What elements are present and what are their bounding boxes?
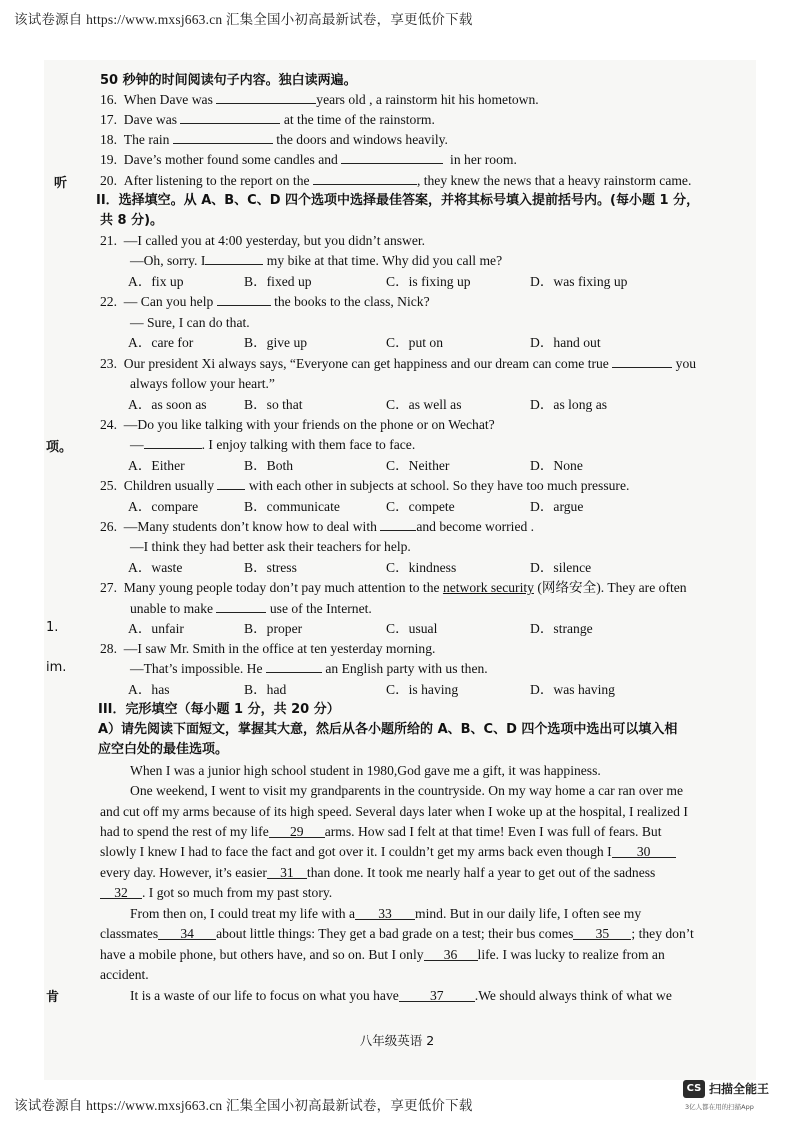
answer-blank[interactable] — [205, 252, 263, 265]
option-a[interactable]: A．compare — [128, 499, 199, 514]
cloze-blank-34[interactable]: 34 — [158, 925, 216, 940]
question-21: 21. —I called you at 4:00 yesterday, but you didn’t answer. — [100, 233, 426, 248]
question-22: 22. — Can you help the books to the class, Nick? — [100, 294, 430, 309]
option-d[interactable]: D．strange — [530, 621, 593, 636]
margin-fragment: im. — [46, 660, 67, 675]
cloze-blank-36[interactable]: 36 — [424, 946, 478, 961]
option-a[interactable]: A．care for — [128, 335, 194, 350]
answer-blank[interactable] — [217, 477, 245, 490]
option-c[interactable]: C．put on — [386, 335, 444, 350]
option-a[interactable]: A．Either — [128, 458, 185, 473]
question-21-reply: —Oh, sorry. I my bike at that time. Why did you call me? — [130, 253, 503, 268]
passage-line: classmates 34 about little things: They get a bad grade on a test; their bus comes 35 ; they don’t — [100, 926, 694, 941]
cs-logo-icon: CS — [683, 1080, 705, 1098]
option-d[interactable]: D．was having — [530, 682, 615, 697]
question-23: 23. Our president Xi always says, “Everyone can get happiness and our dream can come true you — [100, 356, 697, 371]
passage-line: have a mobile phone, but others have, and so on. But I only 36 life. I was lucky to realize from an — [100, 947, 665, 962]
answer-blank[interactable] — [173, 131, 273, 144]
passage-line: One weekend, I went to visit my grandparents in the countryside. On my way home a car ran over me — [130, 783, 684, 798]
page-footer: 八年级英语 2 — [359, 1033, 435, 1048]
option-d[interactable]: D．argue — [530, 499, 584, 514]
option-c[interactable]: C．compete — [386, 499, 455, 514]
logo-tagline: 3亿人都在用的扫描App — [685, 1103, 754, 1111]
option-c[interactable]: C．as well as — [386, 397, 462, 412]
cloze-blank-35[interactable]: 35 — [573, 925, 631, 940]
option-c[interactable]: C．kindness — [386, 560, 457, 575]
question-20: 20. After listening to the report on the , they knew the news that a heavy rainstorm came. — [100, 173, 692, 188]
option-c[interactable]: C．usual — [386, 621, 438, 636]
section-intro: 50 秒钟的时间阅读句子内容。独白读两遍。 — [100, 73, 357, 88]
option-b[interactable]: B．stress — [244, 560, 297, 575]
option-d[interactable]: D．silence — [530, 560, 592, 575]
answer-blank[interactable] — [313, 172, 417, 185]
answer-blank[interactable] — [180, 111, 280, 124]
passage-line: slowly I knew I had to face the fact and got over it. I couldn’t get my arms back even though I 30 — [100, 843, 676, 860]
option-a[interactable]: A．has — [128, 682, 170, 697]
passage-line: It is a waste of our life to focus on what you have 37 .We should always think of what we — [130, 988, 672, 1003]
passage-line: every day. However, it’s easier 31 than done. It took me nearly half a year to get out of the sadness — [100, 865, 656, 880]
section-3-heading: III．完形填空（每小题 1 分，共 20 分） — [98, 702, 340, 717]
option-d[interactable]: D．hand out — [530, 335, 601, 350]
cloze-blank-31[interactable]: 31 — [267, 864, 307, 879]
margin-fragment: 听 — [54, 176, 68, 191]
option-b[interactable]: B．Both — [244, 458, 294, 473]
source-banner-top: 该试卷源自 https://www.mxsj663.cn 汇集全国小初高最新试卷，享更低价下载 — [14, 12, 473, 27]
question-28: 28. —I saw Mr. Smith in the office at ten yesterday morning. — [100, 641, 436, 656]
question-26-reply: —I think they had better ask their teachers for help. — [130, 539, 411, 554]
option-b[interactable]: B．proper — [244, 621, 303, 636]
question-18: 18. The rain the doors and windows heavily. — [100, 132, 448, 147]
question-24-reply: — . I enjoy talking with them face to face. — [130, 437, 416, 452]
margin-fragment: 肯 — [46, 990, 60, 1005]
option-c[interactable]: C．is having — [386, 682, 459, 697]
question-19: 19. Dave’s mother found some candles and in her room. — [100, 152, 517, 167]
underlined-term: network security — [442, 580, 534, 595]
answer-blank[interactable] — [266, 660, 322, 673]
option-a[interactable]: A．waste — [128, 560, 183, 575]
cloze-blank-29[interactable]: 29 — [269, 823, 325, 838]
question-26: 26. —Many students don’t know how to deal with and become worried . — [100, 519, 535, 534]
answer-blank[interactable] — [144, 436, 202, 449]
answer-blank[interactable] — [216, 91, 316, 104]
passage-line: When I was a junior high school student in 1980,God gave me a gift, it was happiness. — [130, 763, 601, 778]
question-27: 27. Many young people today don’t pay much attention to the network security (网络安全). They are often — [100, 580, 687, 595]
passage-line: had to spend the rest of my life 29 arms. How sad I felt at that time! Even I was full of fears. But — [100, 824, 662, 839]
option-b[interactable]: B．communicate — [244, 499, 340, 514]
answer-blank[interactable] — [380, 518, 416, 531]
question-25: 25. Children usually with each other in subjects at school. So they have too much pressure. — [100, 478, 630, 493]
option-c[interactable]: C．Neither — [386, 458, 450, 473]
section-2-heading: II．选择填空。从 A、B、C、D 四个选项中选择最佳答案，并将其标号填入提前括号内。(每小题 1 分， — [96, 193, 700, 208]
margin-fragment: 1. — [46, 620, 59, 635]
question-number: 16. — [100, 92, 117, 107]
question-17: 17. Dave was at the time of the rainstorm. — [100, 112, 435, 127]
option-b[interactable]: B．give up — [244, 335, 308, 350]
passage-line: accident. — [100, 967, 149, 982]
question-28-reply: —That’s impossible. He an English party with us then. — [130, 661, 488, 676]
section-2-heading-cont: 共 8 分)。 — [100, 213, 164, 228]
option-b[interactable]: B．so that — [244, 397, 303, 412]
option-d[interactable]: D．as long as — [530, 397, 608, 412]
question-16: 16. When Dave was years old , a rainstorm hit his hometown. — [100, 92, 539, 107]
option-a[interactable]: A．fix up — [128, 274, 184, 289]
cloze-blank-37[interactable]: 37 — [399, 987, 475, 1002]
margin-fragment: 项。 — [46, 440, 73, 455]
option-d[interactable]: D．None — [530, 458, 583, 473]
passage-line: 32 . I got so much from my past story. — [100, 884, 332, 901]
passage-line: and cut off my arms because of its high speed. Several days later when I woke up at the hospital, I realized I — [100, 804, 688, 819]
question-22-reply: — Sure, I can do that. — [130, 315, 250, 330]
cloze-blank-30[interactable]: 30 — [612, 843, 676, 858]
cloze-blank-33[interactable]: 33 — [355, 905, 415, 920]
section-3-instructions: A）请先阅读下面短文，掌握其大意，然后从各小题所给的 A、B、C、D 四个选项中选出可以填入相 — [98, 722, 678, 737]
option-a[interactable]: A．as soon as — [128, 397, 207, 412]
option-b[interactable]: B．had — [244, 682, 287, 697]
option-c[interactable]: C．is fixing up — [386, 274, 471, 289]
logo-name: 扫描全能王 — [709, 1082, 770, 1096]
passage-line: From then on, I could treat my life with a 33 mind. But in our daily life, I often see my — [130, 906, 642, 921]
answer-blank[interactable] — [217, 293, 271, 306]
section-3-instructions-cont: 应空白处的最佳选项。 — [98, 742, 229, 757]
question-24: 24. —Do you like talking with your friends on the phone or on Wechat? — [100, 417, 495, 432]
cloze-blank-32[interactable]: 32 — [100, 884, 142, 899]
source-banner-bottom: 该试卷源自 https://www.mxsj663.cn 汇集全国小初高最新试卷，享更低价下载 — [14, 1098, 473, 1113]
option-a[interactable]: A．unfair — [128, 621, 184, 636]
question-27-cont: unable to make use of the Internet. — [130, 601, 372, 616]
answer-blank[interactable] — [612, 355, 672, 368]
answer-blank[interactable] — [216, 600, 266, 613]
answer-blank[interactable] — [341, 151, 443, 164]
question-23-cont: always follow your heart.” — [130, 376, 275, 391]
option-b[interactable]: B．fixed up — [244, 274, 312, 289]
option-d[interactable]: D．was fixing up — [530, 274, 628, 289]
